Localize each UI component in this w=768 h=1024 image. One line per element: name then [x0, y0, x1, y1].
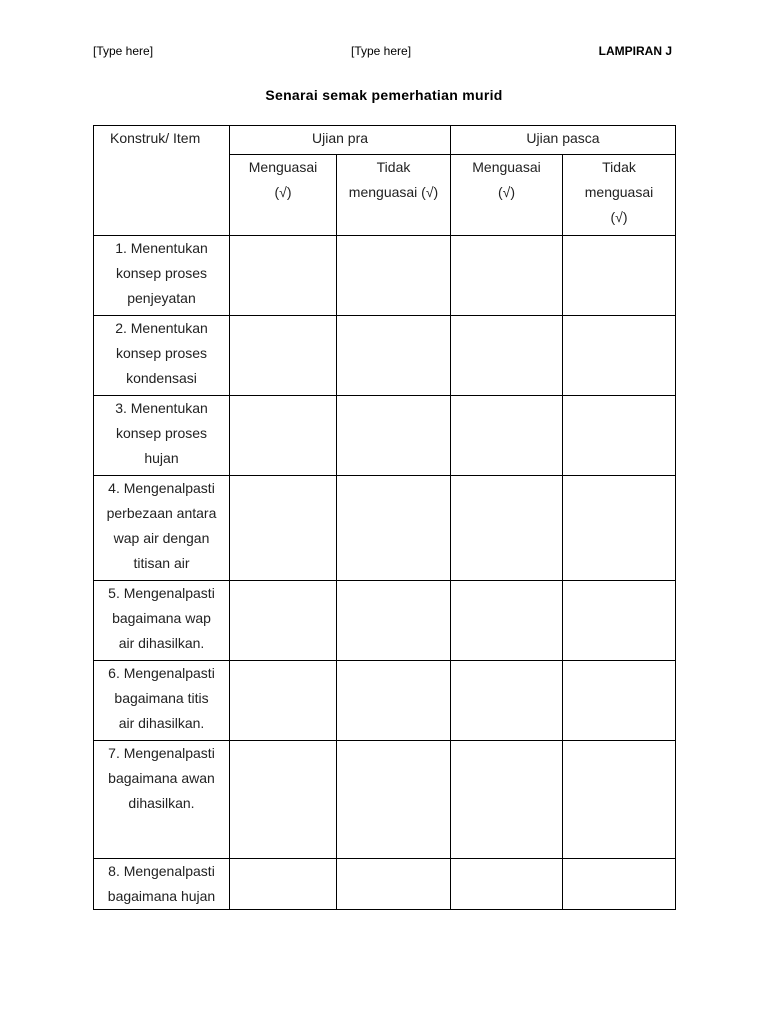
checkbox-cell[interactable] — [230, 236, 337, 316]
subheader-line: menguasai (√) — [348, 184, 439, 200]
checkbox-cell[interactable] — [563, 316, 676, 396]
corner-label: Konstruk/ Item — [110, 130, 201, 146]
item-line: konsep proses — [115, 425, 208, 441]
checkbox-cell[interactable] — [337, 581, 451, 661]
subheader-line: Menguasai — [472, 159, 541, 175]
item-line: 2. Menentukan — [115, 320, 208, 336]
item-cell — [94, 396, 230, 476]
item-line: hujan — [144, 450, 179, 466]
checkbox-cell[interactable] — [563, 661, 676, 741]
table-row — [94, 859, 676, 910]
checkbox-cell[interactable] — [337, 859, 451, 910]
checkbox-cell[interactable] — [451, 859, 563, 910]
checkbox-cell[interactable] — [230, 741, 337, 859]
item-line: air dihasilkan. — [118, 635, 205, 651]
table-row — [94, 236, 676, 316]
subheader-cell — [337, 155, 451, 236]
item-line: dihasilkan. — [128, 795, 195, 811]
item-line: kondensasi — [126, 370, 197, 386]
header-center-placeholder: [Type here] — [351, 44, 412, 58]
item-line: 5. Mengenalpasti — [108, 585, 215, 601]
item-line: 6. Mengenalpasti — [108, 665, 215, 681]
checkbox-cell[interactable] — [337, 396, 451, 476]
subheader-line: Tidak — [602, 159, 636, 175]
table-row — [94, 581, 676, 661]
checkbox-cell[interactable] — [563, 236, 676, 316]
item-cell — [94, 236, 230, 316]
checkbox-cell[interactable] — [563, 396, 676, 476]
checkbox-cell[interactable] — [563, 581, 676, 661]
item-line: 3. Menentukan — [115, 400, 208, 416]
checkbox-cell[interactable] — [563, 859, 676, 910]
checkbox-cell[interactable] — [451, 581, 563, 661]
group-header-ujian-pasca — [451, 126, 676, 155]
checkbox-cell[interactable] — [230, 859, 337, 910]
subheader-line: (√) — [274, 184, 292, 200]
checkbox-cell[interactable] — [230, 396, 337, 476]
checkbox-cell[interactable] — [563, 476, 676, 581]
subheader-cell — [563, 155, 676, 236]
item-line: 4. Mengenalpasti — [108, 480, 215, 496]
subheader-line: menguasai — [584, 184, 654, 200]
subheader-line: (√) — [610, 209, 628, 225]
item-cell — [94, 316, 230, 396]
group-header-ujian-pra — [230, 126, 451, 155]
item-line: 7. Mengenalpasti — [108, 745, 215, 761]
table-header-row — [94, 126, 676, 155]
item-line: perbezaan antara — [106, 505, 217, 521]
item-line: air dihasilkan. — [118, 715, 205, 731]
item-cell — [94, 581, 230, 661]
table-row — [94, 476, 676, 581]
item-cell — [94, 859, 230, 910]
item-line: wap air dengan — [113, 530, 210, 546]
checkbox-cell[interactable] — [451, 316, 563, 396]
document-title: Senarai semak pemerhatian murid — [265, 87, 503, 103]
item-cell — [94, 661, 230, 741]
checkbox-cell[interactable] — [563, 741, 676, 859]
group-label: Ujian pasca — [526, 130, 600, 146]
header-left-placeholder: [Type here] — [93, 44, 154, 58]
table-row — [94, 661, 676, 741]
table-row — [94, 316, 676, 396]
checkbox-cell[interactable] — [230, 476, 337, 581]
checkbox-cell[interactable] — [451, 476, 563, 581]
checkbox-cell[interactable] — [337, 236, 451, 316]
checklist-table — [93, 125, 676, 910]
item-cell — [94, 476, 230, 581]
item-line: bagaimana hujan — [107, 888, 216, 904]
group-label: Ujian pra — [311, 130, 369, 146]
checkbox-cell[interactable] — [337, 741, 451, 859]
item-line: 8. Mengenalpasti — [108, 863, 215, 879]
checkbox-cell[interactable] — [451, 396, 563, 476]
subheader-cell — [451, 155, 563, 236]
header-appendix-label: LAMPIRAN J — [598, 44, 672, 58]
checkbox-cell[interactable] — [451, 741, 563, 859]
checkbox-cell[interactable] — [230, 581, 337, 661]
item-line: bagaimana wap — [112, 610, 211, 626]
subheader-cell — [230, 155, 337, 236]
subheader-line: Menguasai — [248, 159, 318, 175]
item-line: penjeyatan — [127, 290, 196, 306]
checkbox-cell[interactable] — [337, 661, 451, 741]
checkbox-cell[interactable] — [337, 476, 451, 581]
checkbox-cell[interactable] — [230, 661, 337, 741]
subheader-line: (√) — [497, 184, 515, 200]
table-row — [94, 396, 676, 476]
checkbox-cell[interactable] — [451, 661, 563, 741]
checkbox-cell[interactable] — [451, 236, 563, 316]
item-cell — [94, 741, 230, 859]
checkbox-cell[interactable] — [230, 316, 337, 396]
corner-header-cell — [94, 126, 230, 236]
table-row — [94, 741, 676, 859]
item-line: bagaimana titis — [114, 690, 209, 706]
subheader-line: Tidak — [376, 159, 411, 175]
item-line: 1. Menentukan — [115, 240, 208, 256]
checkbox-cell[interactable] — [337, 316, 451, 396]
item-line: konsep proses — [115, 345, 208, 361]
item-line: konsep proses — [115, 265, 208, 281]
item-line: titisan air — [133, 555, 190, 571]
item-line: bagaimana awan — [108, 770, 215, 786]
